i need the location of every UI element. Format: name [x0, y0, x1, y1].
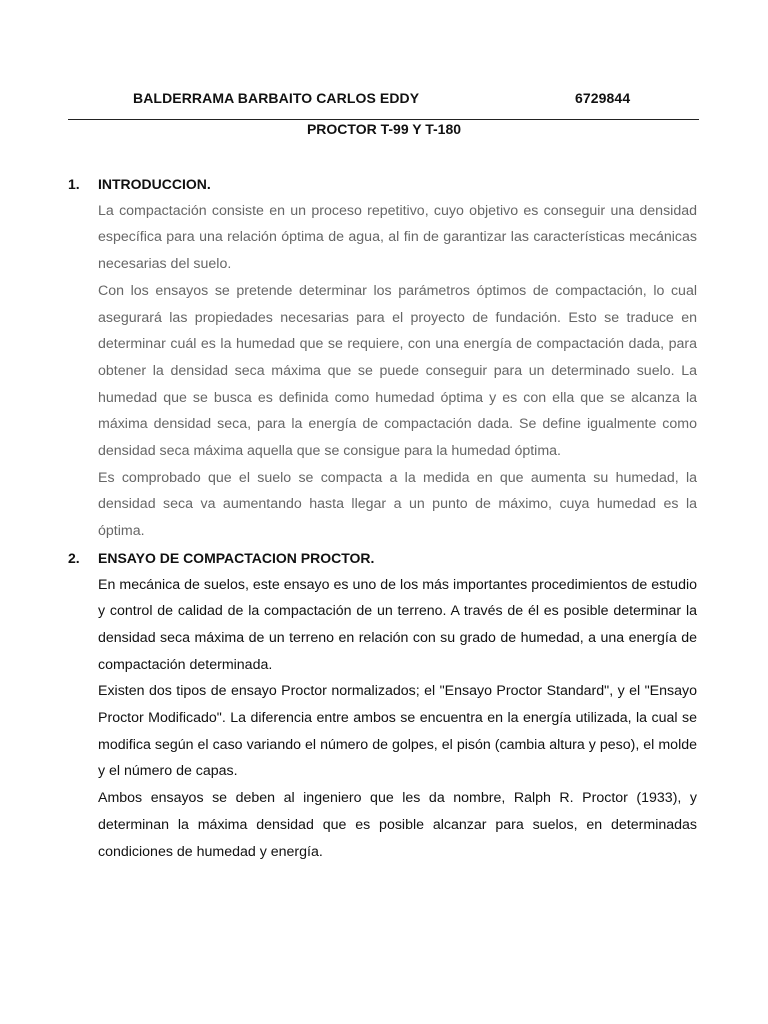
section-number: 2.: [68, 549, 80, 566]
document-title: PROCTOR T-99 Y T-180: [306, 121, 462, 137]
section-title: INTRODUCCION.: [98, 176, 211, 192]
header-divider: [68, 119, 699, 120]
paragraph: Es comprobado que el suelo se compacta a la medida en que aumenta su humedad, la densidad seca va aumentando hasta llegar a un punto de máximo, cuya humedad es la óptima.: [98, 469, 697, 540]
paragraph: En mecánica de suelos, este ensayo es uno de los más importantes procedimientos de estudio y control de calidad de la compactación de un terreno. A través de él es posible determinar la densidad seca máxima de un terreno en relación con su grado de humedad, a una energía de compactación determinada.: [98, 576, 697, 673]
paragraph: La compactación consiste en un proceso repetitivo, cuyo objetivo es conseguir una densidad específica para una relación óptima de agua, al fin de garantizar las características mecánicas necesarias del suelo.: [98, 202, 697, 273]
paragraph: Existen dos tipos de ensayo Proctor normalizados; el "Ensayo Proctor Standard", y el "Ensayo Proctor Modificado". La diferencia entre ambos se encuentra en la energía utilizada, la cual se modifica según el caso variando el número de golpes, el pisón (cambia altura y peso), el molde y el número de capas.: [98, 683, 697, 780]
author-name: BALDERRAMA BARBAITO CARLOS EDDY: [133, 90, 420, 106]
section-title: ENSAYO DE COMPACTACION PROCTOR.: [98, 549, 375, 566]
section-number: 1.: [68, 176, 80, 192]
section-heading-introduccion: [68, 171, 697, 198]
paragraph: Ambos ensayos se deben al ingeniero que les da nombre, Ralph R. Proctor (1933), y determinan la máxima densidad que es posible alcanzar para suelos, en determinadas condiciones de humedad y energía.: [98, 790, 697, 860]
document-body: [68, 171, 697, 865]
author-id-number: 6729844: [575, 90, 631, 106]
section-heading-ensayo-proctor: [68, 545, 697, 572]
paragraph: Con los ensayos se pretende determinar los parámetros óptimos de compactación, lo cual asegurará las propiedades necesarias para el proyecto de fundación. Esto se traduce en determinar cuál es la humedad que se requiere, con una energía de compactación dada, para obtener la densidad seca máxima que se puede conseguir para un determinado suelo. La humedad que se busca es definida como humedad óptima y es con ella que se alcanza la máxima densidad seca, para la energía de compactación dada. Se define igualmente como densidad seca máxima aquella que se consigue para la humedad óptima.: [98, 282, 697, 460]
